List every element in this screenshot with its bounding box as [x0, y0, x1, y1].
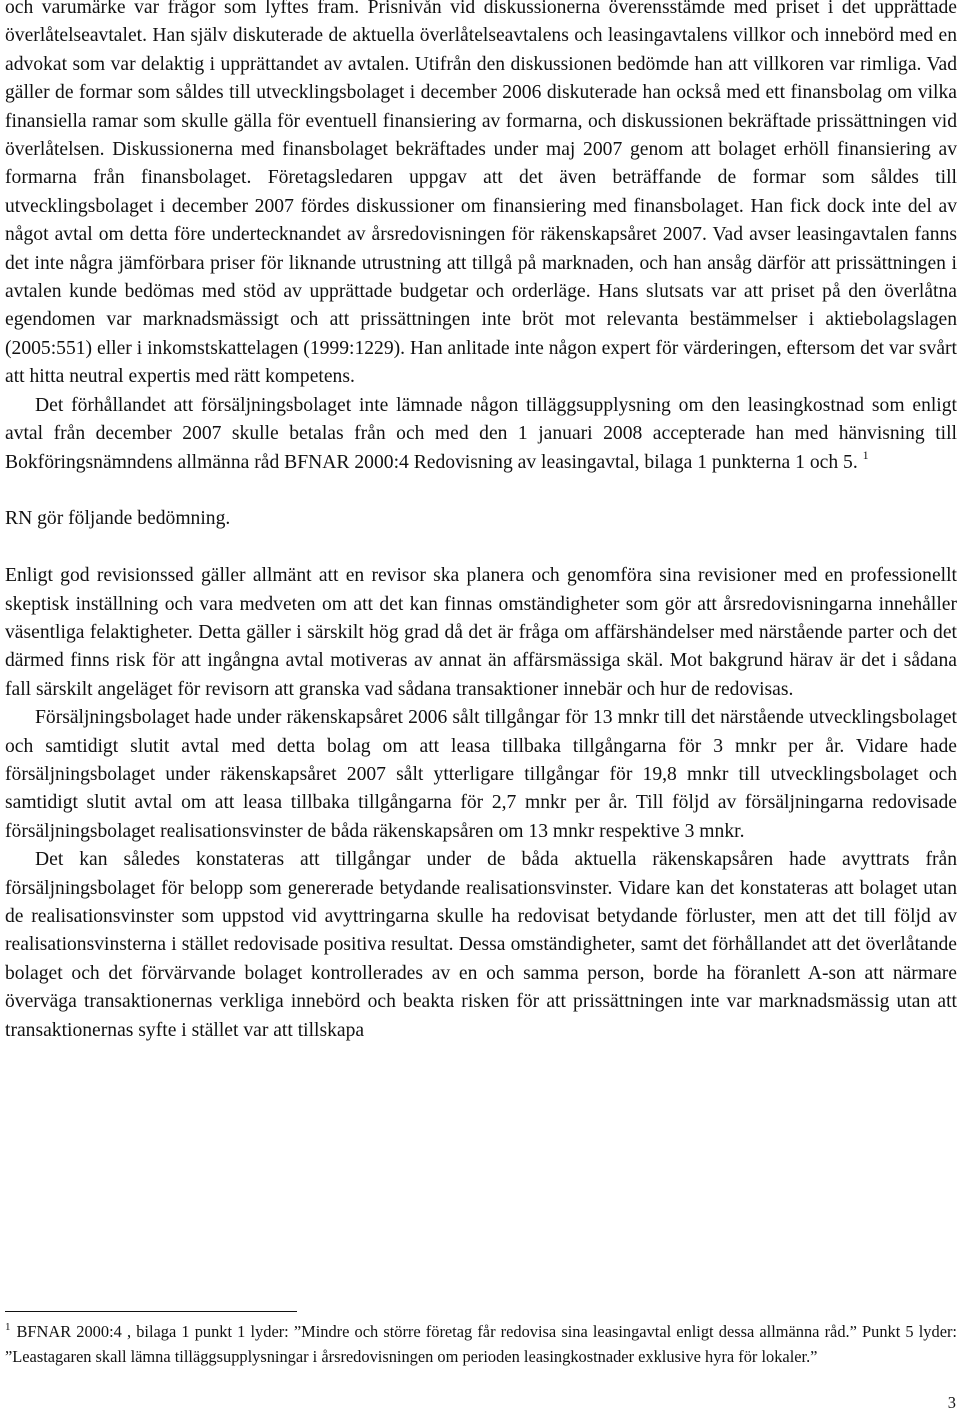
page-number: 3: [947, 1393, 956, 1412]
paragraph-leasing-note-text: Det förhållandet att försäljningsbolaget inte lämnade någon tilläggsupplysning om den leasingkostnad som enligt avtal från december 2007 skulle betalas från och med den 1 januari 2008 accepterade han med hänvisning till Bokföringsnämndens allmänna råd BFNAR 2000:4 Redovisning av leasingavtal, bilaga 1 punkterna 1 och 5.: [5, 394, 957, 473]
paragraph-testimony: och varumärke var frågor som lyftes fram. Prisnivån vid diskussionerna överensstämde med priset i det upprättade överlåtelseavtalet. Han själv diskuterade de aktuella överlåtelseavtalens och leasingavtalens villkor och innebörd med en advokat som var delaktig i upprättandet av avtalen. Utifrån den diskussionen bedömde han att villkoren var rimliga. Vad gäller de formar som såldes till utvecklingsbolaget i december 2006 diskuterade han också med ett finansbolag om vilka finansiella ramar som skulle gälla för eventuell finansiering av formarna, och diskussionen bekräftade prissättningen vid överlåtelsen. Diskussionerna med finansbolaget bekräftades under maj 2007 genom att bolaget erhöll finansiering av formarna från finansbolaget. Företagsledaren uppgav att det även beträffande de formar som såldes till utvecklingsbolaget i december 2007 fördes diskussioner om finansiering med finansbolaget. Han fick dock inte del av något avtal om detta före undertecknandet av årsredovisningen för räkenskapsåret 2007. Vad avser leasingavtalen fanns det inte några jämförbara priser för liknande utrustning att tillgå på marknaden, och han ansåg därför att prissättningen i avtalen kunde bedömas med stöd av upprättade budgetar och orderläge. Hans slutsats var att priset på den överlåtna egendomen var marknadsmässigt och att prissättningen inte bröt mot relevanta bestämmelser i aktiebolagslagen (2005:551) eller i inkomstskattelagen (1999:1229). Han anlitade inte någon expert för värderingen, eftersom det var svårt att hitta neutral expertis med rätt kompetens.: [5, 0, 957, 388]
footnote-separator: [5, 1311, 297, 1312]
paragraph-audit-standard: Enligt god revisionssed gäller allmänt att en revisor ska planera och genomföra sina revisioner med en professionellt skeptisk inställning och vara medveten om att det kan finnas omständigheter som gör att årsredovisningarna innehåller väsentliga felaktigheter. Detta gäller i särskilt hög grad då det är fråga om affärshändelser med närstående parter och det därmed finns risk för att ingångna avtal motiveras av annat än affärsmässiga skäl. Mot bakgrund härav är det i sådana fall särskilt angeläget för revisorn att granska vad sådana transaktioner innebär och hur de redovisas.: [5, 565, 957, 700]
paragraph-conclusion: Det kan således konstateras att tillgångar under de båda aktuella räkenskapsåren hade avyttrats från försäljningsbolaget för belopp som genererade betydande realisationsvinster. Vidare kan det konstateras att bolaget utan de realisationsvinster som uppstod vid avyttringarna skulle ha redovisat betydande förluster, men att det till följd av realisationsvinsterna i stället redovisade positiva resultat. Dessa omständigheter, samt det förhållandet att det överlåtande bolaget och det förvärvande bolaget kontrollerades av en och samma person, borde ha föranlett A-son att närmare överväga transaktionernas verkliga innebörd och beakta risken för att prissättningen inte var marknadsmässig utan att transaktionernas syfte i stället var att tillskapa: [5, 849, 957, 1041]
body-text: [5, 0, 957, 1045]
paragraph-sales: Försäljningsbolaget hade under räkenskapsåret 2006 sålt tillgångar för 13 mnkr till det närstående utvecklingsbolaget och samtidigt slutit avtal med detta bolag om att leasa tillbaka tillgångarna för 3 mnkr per år. Vidare hade försäljningsbolaget under räkenskapsåret 2007 sålt ytterligare tillgångar för 19,8 mnkr till utvecklingsbolaget och samtidigt slutit avtal om att leasa tillbaka tillgångarna för 2,7 mnkr per år. Till följd av försäljningarna redovisade försäljningsbolaget realisationsvinster de båda räkenskapsåren om 13 mnkr respektive 3 mnkr.: [5, 707, 957, 842]
footnote-text: BFNAR 2000:4 , bilaga 1 punkt 1 lyder: ”Mindre och större företag får redovisa sina leasingavtal enligt dessa allmänna råd.” Punkt 5 lyder: ”Leastagaren skall lämna tilläggsupplysningar i årsredovisningen om perioden leasingkostnader exklusive hyra för lokaler.”: [5, 1322, 957, 1366]
footnote-number: 1: [5, 1321, 11, 1333]
paragraph-assessment-heading: RN gör följande bedömning.: [5, 508, 231, 530]
footnote-reference[interactable]: 1: [862, 447, 869, 462]
footnote: [5, 1320, 957, 1369]
paragraph-leasing-note: [5, 392, 957, 477]
